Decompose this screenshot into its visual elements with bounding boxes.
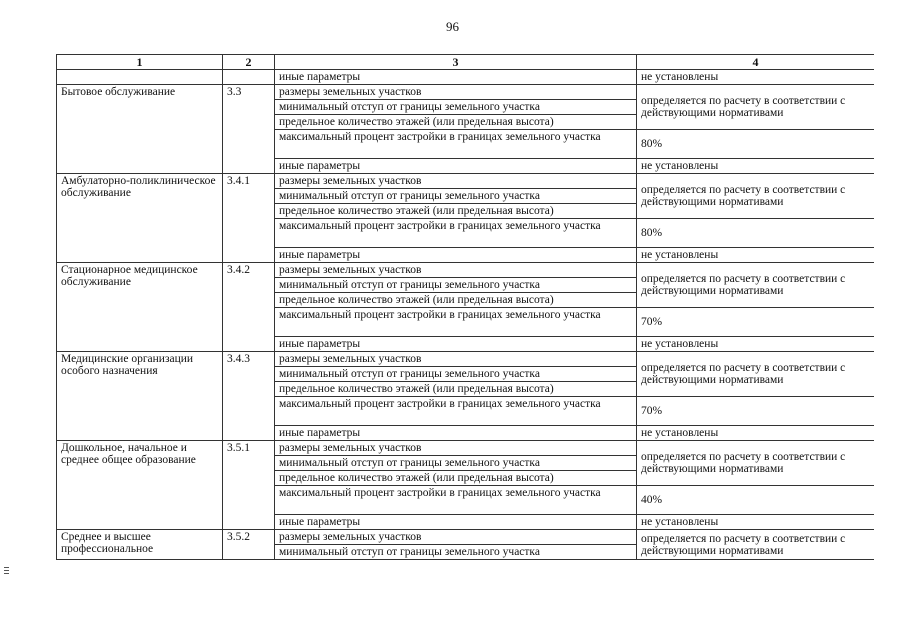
param-cell: предельное количество этажей (или предельная высота) [275,115,637,130]
param-cell: минимальный отступ от границы земельного участка [275,189,637,204]
percent-cell: 80% [637,219,875,248]
param-cell: размеры земельных участков [275,85,637,100]
table-row [57,70,875,85]
use-name-cell: Среднее и высшее профессиональное [57,530,223,560]
value-cell: не установлены [637,159,875,174]
use-name-cell: Стационарное медицинское обслуживание [57,263,223,352]
cell-empty [57,70,223,85]
param-cell: иные параметры [275,159,637,174]
param-cell: предельное количество этажей (или предельная высота) [275,204,637,219]
param-cell: предельное количество этажей (или предельная высота) [275,471,637,486]
percent-cell: 80% [637,130,875,159]
page-number: 96 [446,19,459,34]
calc-value-cell: определяется по расчету в соответствии с действующими нормативами [637,85,875,130]
value-cell: не установлены [637,70,875,85]
use-code-cell: 3.4.1 [223,174,275,263]
param-cell: максимальный процент застройки в границах земельного участка [275,486,637,515]
percent-cell: 40% [637,486,875,515]
percent-cell: 70% [637,397,875,426]
value-cell: не установлены [637,337,875,352]
header-col-2: 2 [223,55,275,70]
param-cell: предельное количество этажей (или предельная высота) [275,293,637,308]
use-name-cell: Дошкольное, начальное и среднее общее образование [57,441,223,530]
use-name-cell: Медицинские организации особого назначения [57,352,223,441]
param-cell: размеры земельных участков [275,263,637,278]
use-code-cell: 3.5.2 [223,530,275,560]
header-row [57,55,875,70]
use-name-cell: Бытовое обслуживание [57,85,223,174]
calc-value-cell: определяется по расчету в соответствии с действующими нормативами [637,174,875,219]
table-container [56,54,874,578]
param-cell: максимальный процент застройки в границах земельного участка [275,130,637,159]
use-code-cell: 3.3 [223,85,275,174]
header-col-4: 4 [637,55,875,70]
calc-value-cell: определяется по расчету в соответствии с действующими нормативами [637,530,875,560]
parameters-table [56,54,874,560]
param-cell: максимальный процент застройки в границах земельного участка [275,219,637,248]
param-cell: максимальный процент застройки в границах земельного участка [275,308,637,337]
param-cell: минимальный отступ от границы земельного участка [275,367,637,382]
use-code-cell: 3.4.2 [223,263,275,352]
param-cell: размеры земельных участков [275,441,637,456]
scan-edge-mark [4,567,9,568]
calc-value-cell: определяется по расчету в соответствии с действующими нормативами [637,263,875,308]
param-cell: предельное количество этажей (или предельная высота) [275,382,637,397]
calc-value-cell: определяется по расчету в соответствии с действующими нормативами [637,352,875,397]
param-cell: иные параметры [275,337,637,352]
table-row [57,263,875,278]
param-cell: минимальный отступ от границы земельного участка [275,545,637,560]
value-cell: не установлены [637,515,875,530]
scan-edge-mark [4,573,9,574]
param-cell: иные параметры [275,248,637,263]
table-row [57,174,875,189]
calc-value-cell: определяется по расчету в соответствии с действующими нормативами [637,441,875,486]
table-row [57,530,875,545]
table-row [57,85,875,100]
value-cell: не установлены [637,426,875,441]
header-col-3: 3 [275,55,637,70]
value-cell: не установлены [637,248,875,263]
param-cell: минимальный отступ от границы земельного участка [275,278,637,293]
cell-empty [223,70,275,85]
table-row [57,441,875,456]
param-cell: минимальный отступ от границы земельного участка [275,100,637,115]
param-cell: максимальный процент застройки в границах земельного участка [275,397,637,426]
param-cell: иные параметры [275,515,637,530]
table-row [57,352,875,367]
param-cell: размеры земельных участков [275,174,637,189]
param-cell: иные параметры [275,426,637,441]
use-code-cell: 3.5.1 [223,441,275,530]
scan-edge-mark [4,570,9,571]
use-name-cell: Амбулаторно-поликлиническое обслуживание [57,174,223,263]
param-cell: размеры земельных участков [275,352,637,367]
percent-cell: 70% [637,308,875,337]
param-cell: минимальный отступ от границы земельного участка [275,456,637,471]
use-code-cell: 3.4.3 [223,352,275,441]
param-cell: размеры земельных участков [275,530,637,545]
param-cell: иные параметры [275,70,637,85]
header-col-1: 1 [57,55,223,70]
